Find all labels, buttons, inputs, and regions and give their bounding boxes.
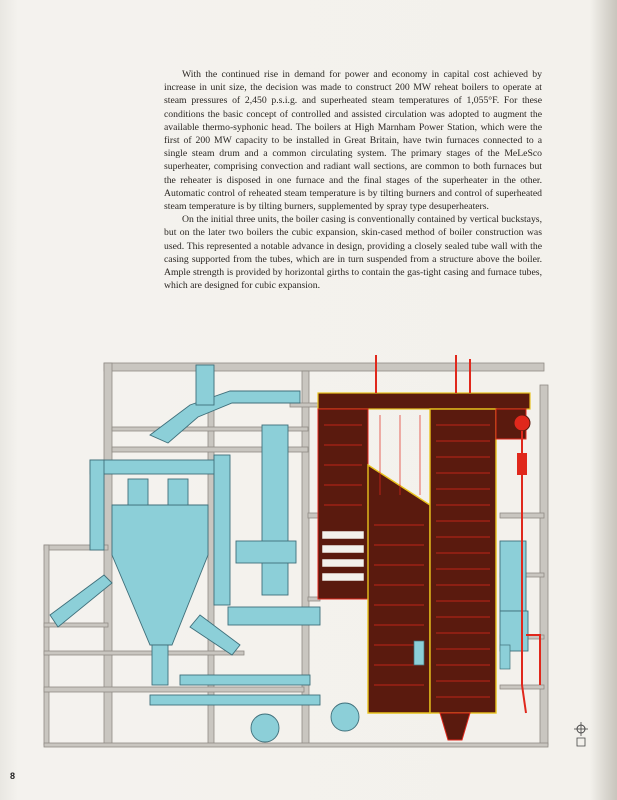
page-number: 8	[10, 771, 16, 781]
body-text	[164, 68, 542, 292]
paragraph-1: With the continued rise in demand for power and economy in capital cost achieved by increase in unit size, the decision was made to construct 200 MW reheat boilers to operate at steam pressures of 2,450 p.s.i.g. and superheated steam temperatures of 1,055°F. For these conditions the basic concept of controlled and assisted circulation was adopted to augment the available thermo-syphonic head. The boilers at High Marnham Power Station, which were the first of 200 MW capacity to be installed in Great Britain, have twin furnaces connected to a single steam drum and a common circulating system. The primary stages of the MeLeSco superheater, comprising convection and radiant wall sections, are common to both furnaces but the reheater is disposed in one furnace and the final stages of the superheater in the other. Automatic control of reheated steam temperature is by tilting burners and control of superheated steam temperature is by tilting burners, supplemented by spray type desuperheaters.	[164, 69, 542, 213]
paragraph-2: On the initial three units, the boiler casing is conventionally contained by vertical buckstays, but on the later two boilers the cubic expansion, skin-cased method of boiler construction was used. This represented a notable advance in design, providing a closely sealed tube wall with the casing supported from the tubes, which are in turn suspended from a structure above the boiler. Ample strength is provided by horizontal girths to contain the gas-tight casing and furnace tubes, which are designed for cubic expansion.	[164, 214, 542, 292]
boiler-cutaway-illustration	[0, 345, 617, 755]
register-mark-icon	[574, 722, 588, 748]
